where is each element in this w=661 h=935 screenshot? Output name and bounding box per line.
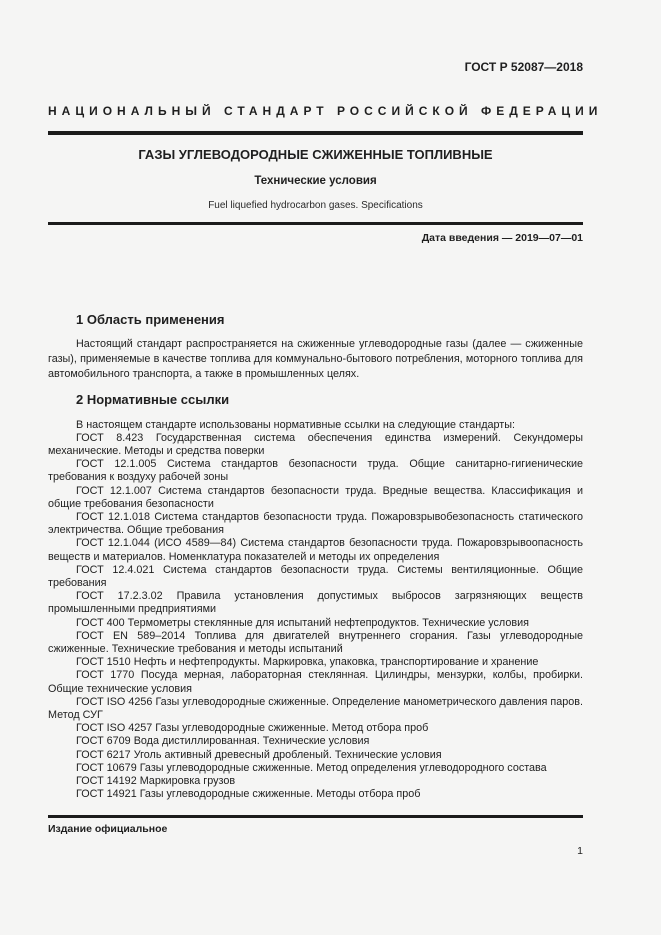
page-number: 1 [577,845,583,857]
title-rule [48,222,583,225]
reference-item: ГОСТ 12.1.007 Система стандартов безопасности труда. Вредные вещества. Классификация и общие требования безопасности [48,484,583,510]
reference-item: ГОСТ 14921 Газы углеводородные сжиженные. Методы отбора проб [76,788,421,801]
reference-item: ГОСТ 400 Термометры стеклянные для испытаний нефтепродуктов. Технические условия [76,616,529,629]
reference-item: ГОСТ 12.1.005 Система стандартов безопасности труда. Общие санитарно-гигиенические требования к воздуху рабочей зоны [48,458,583,484]
reference-item: ГОСТ ISO 4257 Газы углеводородные сжиженные. Метод отбора проб [76,722,429,735]
reference-item: ГОСТ EN 589–2014 Топлива для двигателей внутреннего сгорания. Газы углеводородные сжиженные. Технические требования и методы испытаний [48,629,583,655]
header-rule [48,131,583,135]
scope-paragraph: Настоящий стандарт распространяется на сжиженные углеводородные газы (далее — сжиженные газы), применяемые в качестве топлива для коммунально-бытового потребления, моторного топлива для автомобильного транспорта, а также в промышленных целях. [48,337,583,380]
reference-item: ГОСТ 12.1.018 Система стандартов безопасности труда. Пожаровзрывобезопасность статического электричества. Общие требования [48,510,583,537]
reference-item: ГОСТ 14192 Маркировка грузов [76,774,236,787]
reference-item: ГОСТ 6709 Вода дистиллированная. Технические условия [76,735,370,748]
section-2-heading: 2 Нормативные ссылки [76,391,230,407]
reference-item: ГОСТ 12.1.044 (ИСО 4589—84) Система стандартов безопасности труда. Пожаровзрывоопасность веществ и материалов. Номенклатура показателей и методы их определения [48,537,583,563]
references-list [48,419,583,802]
reference-item: ГОСТ 6217 Уголь активный древесный дробленый. Технические условия [76,748,442,761]
doc-title-en: Fuel liquefied hydrocarbon gases. Specifications [208,200,423,211]
doc-number: ГОСТ Р 52087—2018 [464,60,583,74]
doc-subtitle: Технические условия [254,175,377,187]
reference-item: ГОСТ ISO 4256 Газы углеводородные сжиженные. Определение манометрического давления паров. Метод СУГ [48,695,583,721]
national-standard-banner: НАЦИОНАЛЬНЫЙ СТАНДАРТ РОССИЙСКОЙ ФЕДЕРАЦИИ [48,104,603,118]
section-1-heading: 1 Область применения [76,311,225,327]
effective-date: Дата введения — 2019—07—01 [421,231,583,244]
reference-item: ГОСТ 12.4.021 Система стандартов безопасности труда. Системы вентиляционные. Общие требования [48,563,583,589]
reference-item: ГОСТ 1770 Посуда мерная, лабораторная стеклянная. Цилиндры, мензурки, колбы, пробирки. Общие технические условия [48,669,583,695]
official-edition-label: Издание официальное [48,823,168,835]
page-content [48,0,603,801]
footer-rule [48,815,583,818]
references-intro: В настоящем стандарте использованы нормативные ссылки на следующие стандарты: [76,418,515,431]
reference-item: ГОСТ 10679 Газы углеводородные сжиженные. Метод определения углеводородного состава [76,761,547,774]
doc-title: ГАЗЫ УГЛЕВОДОРОДНЫЕ СЖИЖЕННЫЕ ТОПЛИВНЫЕ [138,147,493,162]
reference-item: ГОСТ 17.2.3.02 Правила установления допустимых выбросов загрязняющих веществ промышленными предприятиями [48,590,583,616]
reference-item: ГОСТ 8.423 Государственная система обеспечения единства измерений. Секундомеры механические. Методы и средства поверки [48,431,583,457]
reference-item: ГОСТ 1510 Нефть и нефтепродукты. Маркировка, упаковка, транспортирование и хранение [76,656,539,669]
